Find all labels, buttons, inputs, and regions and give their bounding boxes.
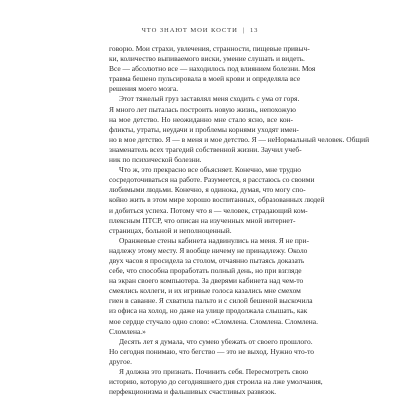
text-line: двух часов я просидела за столом, отчаянно пытаясь доказать	[109, 255, 305, 265]
text-line: сосредоточиваться на работе. Разумеется, я расстаюсь со своими	[109, 175, 315, 185]
text-line: Этот тяжелый груз заставлял меня сходить с ума от горя.	[119, 94, 300, 104]
text-line: Десять лет я думала, что сумею убежать от своего прошлого.	[119, 336, 313, 346]
paragraph	[109, 94, 370, 165]
text-line: мое сердце стучало одно слово: «Сломлена. Сломлена. Сломлена.	[109, 316, 318, 326]
text-line: плексным ПТСР, что описан на изученных мной интернет-	[109, 215, 296, 225]
paragraph	[109, 235, 318, 337]
page-body-text	[109, 44, 370, 397]
paragraph	[109, 367, 323, 397]
text-line: себе, что способна проработать полный день, но при взгляде	[109, 266, 302, 276]
paragraph	[109, 336, 315, 367]
text-line: и добиться успеха. Потому что я — человек, страдающий ком-	[109, 205, 308, 215]
text-line: историю, которую до сегодняшнего дня строила на лже умолчания,	[109, 377, 323, 387]
running-title: ЧТО ЗНАЮТ МОИ КОСТИ	[141, 27, 238, 34]
text-line: ки, количество выпиваемого виски, умение слушать и видеть.	[109, 54, 305, 64]
text-line: фликты, утраты, неудачи и проблемы корнями уходят имен-	[109, 124, 299, 134]
paragraph	[109, 44, 316, 94]
text-line: Я много лет пыталась построить новую жизнь, непохожую	[109, 104, 296, 114]
text-line: смеялись коллеги, и их игривые голоса казались мне смехом	[109, 286, 301, 296]
text-line: Оранжевые стены кабинета надвинулись на меня. Я не при-	[119, 235, 309, 245]
text-line: но в мое детство. Я — в меня и мое детство. Я — неНормальный человек. Общий	[109, 134, 370, 144]
text-line: перфекционизма и фальшивых счастливых развязок.	[109, 387, 277, 397]
text-line: любимыми людьми. Конечно, я одинока, думая, что могу спо-	[109, 185, 306, 195]
text-line: койно жить в этом мире хорошо воспитанных, образованных людей	[109, 195, 325, 205]
text-line: говорю. Мои страхи, увлечения, странности, пищевые привыч-	[109, 44, 310, 53]
running-header	[0, 27, 400, 35]
page-number: 13	[249, 27, 259, 34]
text-line: на экран своего компьютера. За дверями кабинета над чем-то	[109, 276, 304, 286]
text-line: гиен в саванне. Я схватила пальто и с силой бешеной выскочила	[109, 296, 313, 306]
text-line: Я должна это признать. Починить себя. Пересмотреть свою	[119, 367, 309, 376]
text-line: ник по психической болезни.	[109, 155, 202, 165]
text-line: травма бешено пульсировала в моей крови и определяла все	[109, 74, 301, 84]
text-line: Сломлена.»	[109, 326, 146, 336]
text-line: Что ж, это прекрасно все объясняет. Конечно, мне трудно	[119, 165, 301, 175]
text-line: страницах, больной и неполноценный.	[109, 225, 232, 235]
text-line: на мое детство. Но неожиданно мне стало ясно, все кон-	[109, 114, 293, 124]
text-line: знаменатель всех трагедий собственной жизни. Заучил учеб-	[109, 144, 302, 154]
text-line: Но сегодня понимаю, что бегство — это не выход. Нужно что-то	[109, 346, 315, 356]
text-line: другое.	[109, 356, 132, 366]
text-line: надлежу этому месту. Я вообще ничему не принадлежу. Около	[109, 245, 308, 255]
paragraph	[109, 165, 325, 236]
text-line: из офиса на холод, но даже на улице продолжала слышать, как	[109, 306, 308, 316]
header-separator: |	[242, 27, 245, 34]
text-line: решения моего мозга.	[109, 84, 179, 94]
text-line: Все — абсолютно все — находилось под влиянием болезни. Моя	[109, 64, 316, 74]
